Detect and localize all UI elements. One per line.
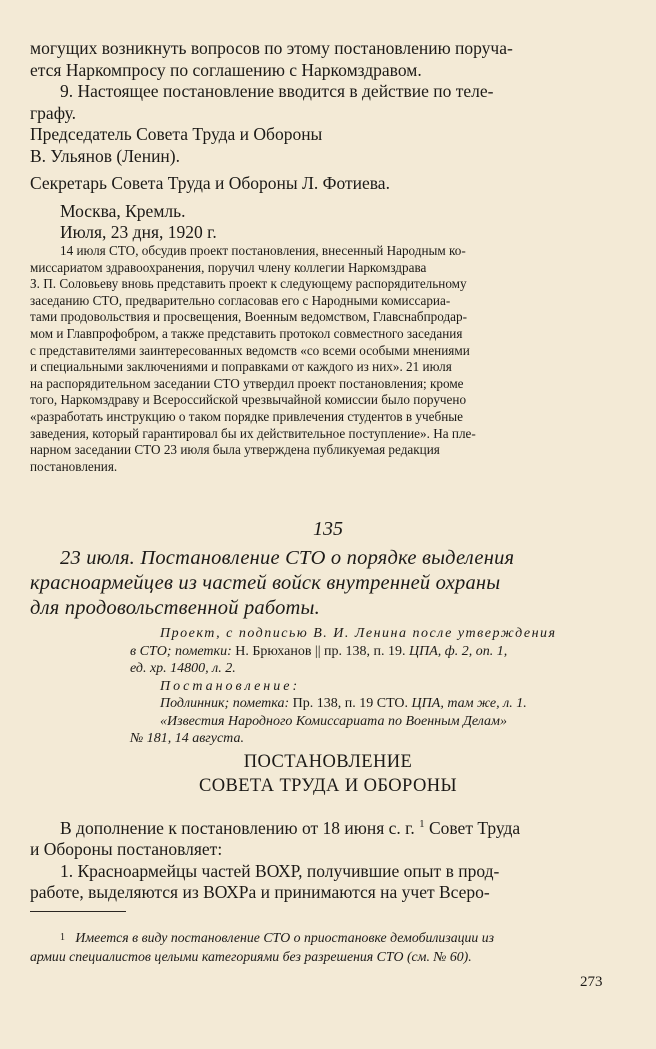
heading-line: 23 июля. Постановление СТО о порядке выделения bbox=[60, 547, 515, 569]
place: Москва, Кремль. bbox=[60, 200, 186, 221]
source-line: Постановление: bbox=[160, 678, 301, 694]
heading-line: красноармейцев из частей войск внутренней охраны bbox=[30, 572, 501, 594]
previous-document-text bbox=[30, 38, 616, 244]
signature-chairman-name: В. Ульянов (Ленин). bbox=[30, 145, 180, 166]
document-title bbox=[0, 750, 656, 798]
source-text: Подлинник; пометка: bbox=[160, 696, 290, 711]
source-text: ЦПА, ф. 2, оп. 1, bbox=[409, 643, 508, 659]
editorial-note bbox=[30, 243, 616, 475]
body-line: и Обороны постановляет: bbox=[30, 839, 223, 860]
document-body bbox=[30, 814, 616, 904]
source-line: № 181, 14 августа. bbox=[130, 731, 244, 746]
body-text: Совет Труда bbox=[428, 817, 521, 838]
note-line: постановления. bbox=[30, 458, 118, 474]
note-line: на распорядительном заседании СТО утвердил проект постановления; кроме bbox=[30, 375, 464, 391]
document-heading bbox=[30, 546, 620, 621]
note-line: с представителями заинтересованных ведомств «со всеми особыми мнениями bbox=[30, 342, 470, 358]
footnote-line: армии специалистов целыми категориями без разрешения СТО (см. № 60). bbox=[30, 949, 472, 964]
note-line: 14 июля СТО, обсудив проект постановления, внесенный Народным ко- bbox=[60, 243, 466, 258]
body-line: 1. Красноармейцы частей ВОХР, получившие опыт в прод- bbox=[60, 860, 500, 881]
note-line: миссариатом здравоохранения, поручил члену коллегии Наркомздрава bbox=[30, 259, 427, 275]
signature-secretary: Секретарь Совета Труда и Обороны Л. Фотиева. bbox=[30, 173, 390, 193]
note-line: заведения, который гарантировал бы их действительное поступление». На пле- bbox=[30, 425, 476, 441]
prev-line: могущих возникнуть вопросов по этому постановлению поруча- bbox=[30, 38, 513, 58]
note-line: мом и Главпрофобром, а также представить протокол совместного заседания bbox=[30, 325, 463, 341]
source-text: Н. Брюханов || пр. 138, п. 19. bbox=[231, 643, 410, 659]
heading-line: для продовольственной работы. bbox=[30, 597, 320, 619]
date: Июля, 23 дня, 1920 г. bbox=[60, 222, 217, 242]
footnote-text: Имеется в виду постановление СТО о приостановке демобилизации из bbox=[75, 930, 495, 945]
signature-chairman-title: Председатель Совета Труда и Обороны bbox=[30, 124, 323, 144]
note-line: и специальными заключениями и поправками от каждого из них». 21 июля bbox=[30, 359, 452, 375]
source-text: в СТО; пометки: bbox=[130, 643, 232, 659]
source-line: ед. хр. 14800, л. 2. bbox=[130, 661, 236, 676]
footnote-divider bbox=[30, 911, 126, 912]
page-number: 273 bbox=[580, 974, 603, 990]
prev-line: ется Наркомпросу по соглашению с Наркомздравом. bbox=[30, 59, 422, 80]
prev-line: графу. bbox=[30, 102, 76, 123]
source-line: Проект, с подписью В. И. Ленина после утверждения bbox=[160, 626, 557, 641]
note-line: З. П. Соловьеву вновь представить проект к следующему распорядительному bbox=[30, 276, 467, 292]
note-line: заседанию СТО, предварительно согласовав его с Народными комиссариа- bbox=[30, 292, 451, 308]
body-text: В дополнение к постановлению от 18 июня с. г. bbox=[60, 817, 415, 838]
source-text: Пр. 138, п. 19 СТО. bbox=[289, 696, 412, 711]
note-line: тами продовольствия и просвещения, Военным ведомством, Главснабпродар- bbox=[30, 309, 468, 325]
title-line: ПОСТАНОВЛЕНИЕ bbox=[243, 752, 413, 772]
source-text: ЦПА, там же, л. 1. bbox=[411, 696, 527, 711]
source-line bbox=[130, 643, 616, 661]
document-number: 135 bbox=[313, 518, 343, 540]
note-line: того, Наркомздраву и Всероссийской чрезвычайной комиссии было поручено bbox=[30, 392, 467, 408]
note-line: нарном заседании СТО 23 июля была утверждена публикуемая редакция bbox=[30, 442, 440, 458]
source-line: «Известия Народного Комиссариата по Военным Делам» bbox=[160, 713, 507, 729]
footnote-mark: 1 bbox=[60, 932, 65, 943]
footnote-ref: 1 bbox=[419, 818, 425, 830]
source-line bbox=[160, 695, 616, 713]
footnote-line bbox=[30, 928, 620, 947]
prev-line: 9. Настоящее постановление вводится в действие по теле- bbox=[60, 81, 494, 101]
source-reference bbox=[130, 625, 616, 748]
footnote bbox=[30, 928, 620, 966]
note-line: «разработать инструкцию о таком порядке привлечения студентов в учебные bbox=[30, 408, 463, 424]
title-line: СОВЕТА ТРУДА И ОБОРОНЫ bbox=[198, 776, 458, 796]
body-line bbox=[30, 814, 616, 839]
body-line: работе, выделяются из ВОХРа и принимаются на учет Всеро- bbox=[30, 882, 490, 903]
